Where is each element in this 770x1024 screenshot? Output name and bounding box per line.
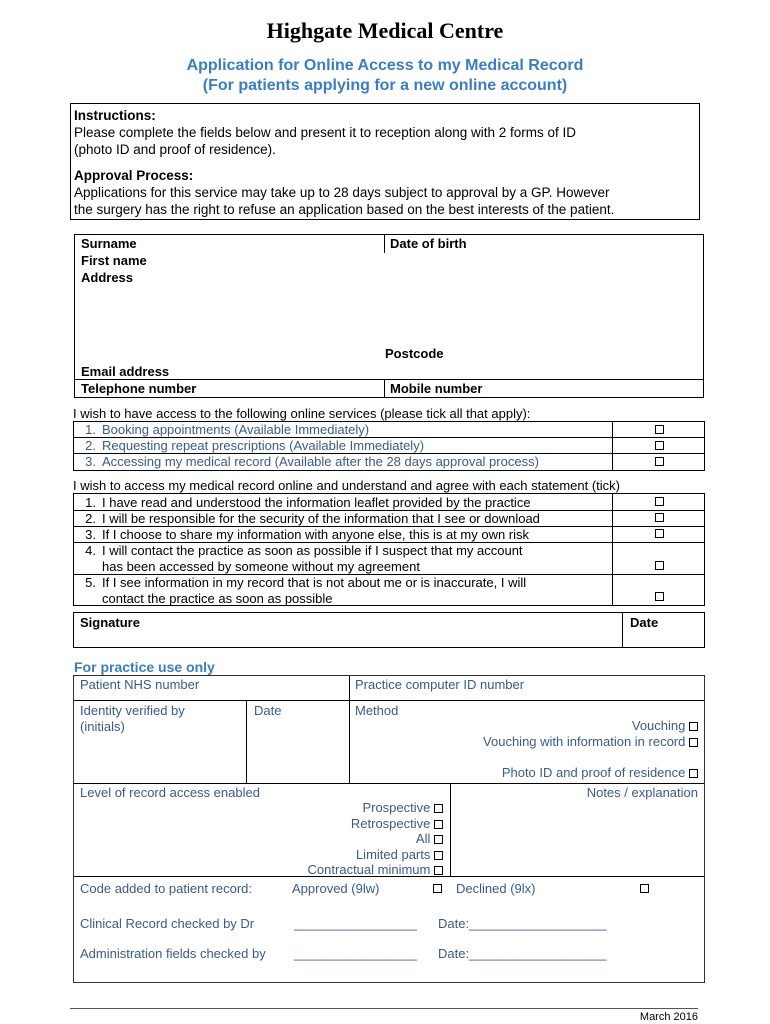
telephone-label: Telephone number xyxy=(81,381,197,396)
footer-date: March 2016 xyxy=(639,1011,698,1023)
declined-label: Declined (9lx) xyxy=(456,881,536,896)
booking-checkbox[interactable] xyxy=(655,425,664,434)
admin-check-label: Administration fields checked by xyxy=(80,946,266,961)
agree-1-checkbox[interactable] xyxy=(655,497,664,506)
prescriptions-checkbox[interactable] xyxy=(655,441,664,450)
patient-details-table xyxy=(74,234,704,398)
practice-table xyxy=(73,675,705,983)
practice-heading: For practice use only xyxy=(74,659,215,675)
surname-label: Surname xyxy=(81,236,137,251)
list-item: 3. If I choose to share my information with anyone else, this is at my own risk xyxy=(85,527,530,542)
vouching-checkbox[interactable] xyxy=(689,722,698,731)
retrospective-checkbox[interactable] xyxy=(434,820,443,829)
method-label: Method xyxy=(355,703,399,718)
approved-checkbox[interactable] xyxy=(433,884,442,893)
photo-id-checkbox[interactable] xyxy=(689,769,698,778)
clinical-check-label: Clinical Record checked by Dr xyxy=(80,916,255,931)
admin-signature-line[interactable]: _________________ xyxy=(294,946,417,961)
services-table xyxy=(73,421,705,471)
mobile-label: Mobile number xyxy=(390,381,483,396)
approval-text-2: the surgery has the right to refuse an application based on the best interests of the patient. xyxy=(74,202,615,217)
identity-date-label: Date xyxy=(254,703,282,718)
photo-id-option: Photo ID and proof of residence xyxy=(502,765,698,781)
contractual-option: Contractual minimum xyxy=(308,862,443,878)
agree-4-checkbox[interactable] xyxy=(655,561,664,570)
form-subtitle: (For patients applying for a new online account) xyxy=(202,77,568,94)
contractual-checkbox[interactable] xyxy=(434,866,443,875)
approval-heading: Approval Process: xyxy=(74,168,194,183)
form-title: Application for Online Access to my Medical Record xyxy=(186,57,584,74)
email-label: Email address xyxy=(81,364,170,379)
agree-3-checkbox[interactable] xyxy=(655,529,664,538)
agreement-intro: I wish to access my medical record online and understand and agree with each statement (tick) xyxy=(73,478,620,493)
services-intro: I wish to have access to the following online services (please tick all that apply): xyxy=(73,406,531,421)
signature-label[interactable]: Signature xyxy=(80,615,140,630)
approved-label: Approved (9lw) xyxy=(292,881,380,896)
instructions-text-1: Please complete the fields below and present it to reception along with 2 forms of ID xyxy=(74,125,577,140)
retrospective-option: Retrospective xyxy=(351,816,443,832)
dob-label: Date of birth xyxy=(390,236,467,251)
vouching-info-option: Vouching with information in record xyxy=(483,734,698,750)
list-item: 2. I will be responsible for the security of the information that I see or download xyxy=(85,511,540,526)
list-item: 1. I have read and understood the information leaflet provided by the practice xyxy=(85,495,531,510)
list-item: 4. I will contact the practice as soon as possible if I suspect that my account has been accessed by someone without my agreement xyxy=(85,543,523,574)
list-item: 1. Booking appointments (Available Immediately) xyxy=(85,422,370,437)
limited-option: Limited parts xyxy=(356,847,443,863)
notes-label: Notes / explanation xyxy=(586,785,698,800)
list-item: 3. Accessing my medical record (Available after the 28 days approval process) xyxy=(85,454,539,469)
vouching-option: Vouching xyxy=(632,718,698,734)
first-name-label: First name xyxy=(81,253,147,268)
page-title: Highgate Medical Centre xyxy=(266,18,504,43)
agreement-table xyxy=(73,493,705,606)
instructions-text-2: (photo ID and proof of residence). xyxy=(74,142,276,157)
declined-checkbox[interactable] xyxy=(640,884,649,893)
identity-label: Identity verified by (initials) xyxy=(80,703,185,734)
signature-date-label[interactable]: Date xyxy=(630,615,659,630)
agree-2-checkbox[interactable] xyxy=(655,513,664,522)
medical-record-checkbox[interactable] xyxy=(655,457,664,466)
code-label: Code added to patient record: xyxy=(80,881,253,896)
instructions-heading: Instructions: xyxy=(74,108,156,123)
list-item: 5. If I see information in my record that is not about me or is inaccurate, I will contact the practice as soon as possible xyxy=(85,575,527,606)
signature-box xyxy=(73,612,705,648)
instructions-box xyxy=(70,103,700,220)
access-level-label: Level of record access enabled xyxy=(80,785,260,800)
approval-text-1: Applications for this service may take up to 28 days subject to approval by a GP. However xyxy=(74,185,610,200)
vouching-info-checkbox[interactable] xyxy=(689,738,698,747)
limited-checkbox[interactable] xyxy=(434,851,443,860)
prospective-checkbox[interactable] xyxy=(434,804,443,813)
list-item: 2. Requesting repeat prescriptions (Available Immediately) xyxy=(85,438,425,453)
footer-divider xyxy=(70,1008,698,1009)
nhs-number-label: Patient NHS number xyxy=(80,677,200,692)
postcode-label: Postcode xyxy=(385,346,444,361)
clinical-signature-line[interactable]: _________________ xyxy=(294,916,417,931)
address-label: Address xyxy=(81,270,134,285)
all-option: All xyxy=(416,831,443,847)
all-checkbox[interactable] xyxy=(434,835,443,844)
admin-date-line[interactable]: Date:___________________ xyxy=(438,946,607,961)
computer-id-label: Practice computer ID number xyxy=(355,677,525,692)
prospective-option: Prospective xyxy=(362,800,443,816)
clinical-date-line[interactable]: Date:___________________ xyxy=(438,916,607,931)
agree-5-checkbox[interactable] xyxy=(655,592,664,601)
